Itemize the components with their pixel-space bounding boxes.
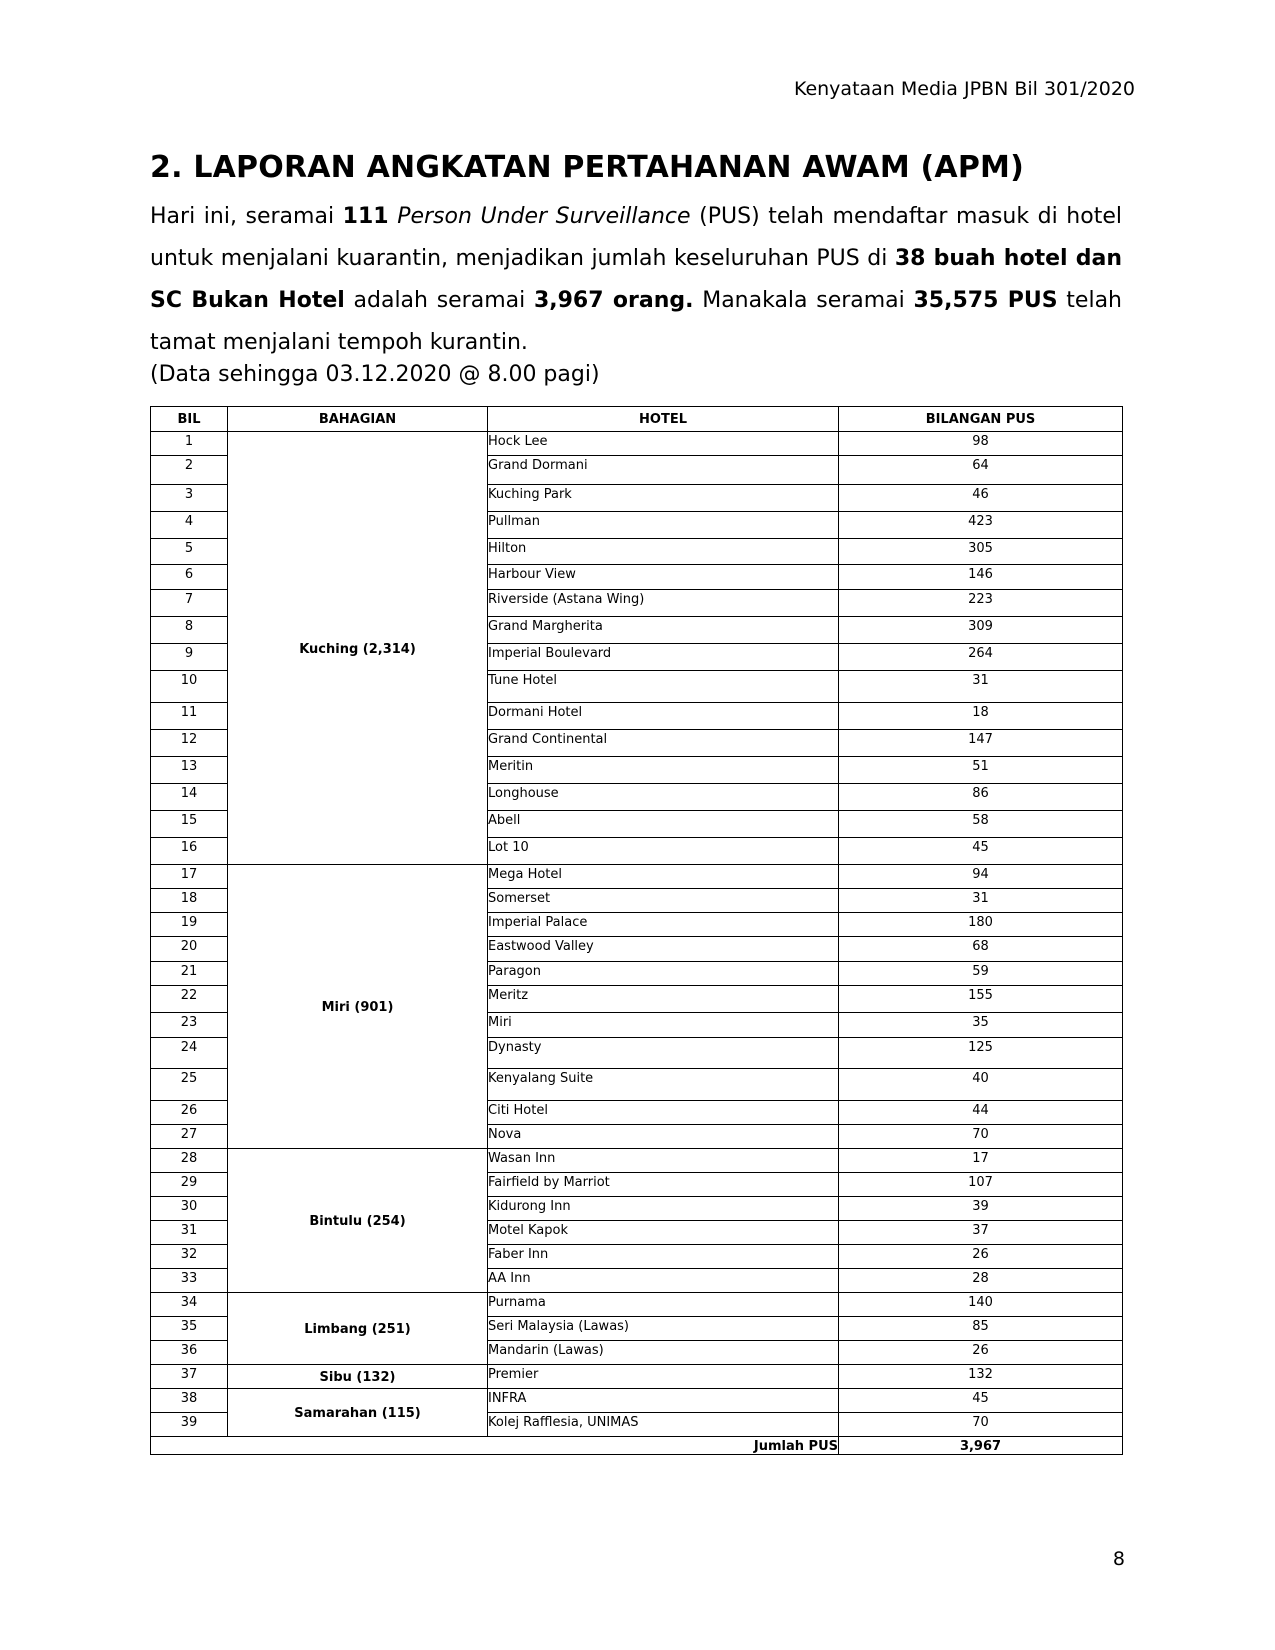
- cell-hotel: AA Inn: [488, 1269, 839, 1293]
- cell-hotel: INFRA: [488, 1389, 839, 1413]
- cell-bilangan-pus: 223: [839, 590, 1123, 617]
- table-row: [151, 1149, 1123, 1173]
- cell-bilangan-pus: 28: [839, 1269, 1123, 1293]
- cell-bilangan-pus: 31: [839, 671, 1123, 703]
- cell-hotel: Fairfield by Marriot: [488, 1173, 839, 1197]
- cell-bilangan-pus: 423: [839, 512, 1123, 539]
- cell-bilangan-pus: 180: [839, 913, 1123, 937]
- cell-bil: 3: [151, 485, 228, 512]
- cell-bil: 34: [151, 1293, 228, 1317]
- cell-bilangan-pus: 132: [839, 1365, 1123, 1389]
- cell-bilangan-pus: 94: [839, 865, 1123, 889]
- cell-hotel: Pullman: [488, 512, 839, 539]
- pus-total-count: 3,967 orang.: [533, 288, 694, 313]
- cell-bilangan-pus: 51: [839, 757, 1123, 784]
- cell-bahagian: Miri (901): [228, 865, 488, 1149]
- cell-hotel: Nova: [488, 1125, 839, 1149]
- cell-bilangan-pus: 107: [839, 1173, 1123, 1197]
- cell-bilangan-pus: 85: [839, 1317, 1123, 1341]
- cell-bil: 25: [151, 1069, 228, 1101]
- cell-bil: 38: [151, 1389, 228, 1413]
- cell-bilangan-pus: 86: [839, 784, 1123, 811]
- cell-bilangan-pus: 146: [839, 565, 1123, 590]
- cell-bil: 21: [151, 962, 228, 986]
- page-number: 8: [1112, 1548, 1125, 1570]
- cell-bilangan-pus: 26: [839, 1245, 1123, 1269]
- cell-hotel: Eastwood Valley: [488, 937, 839, 962]
- cell-hotel: Premier: [488, 1365, 839, 1389]
- cell-bil: 39: [151, 1413, 228, 1437]
- cell-hotel: Lot 10: [488, 838, 839, 865]
- cell-hotel: Hilton: [488, 539, 839, 565]
- cell-hotel: Mandarin (Lawas): [488, 1341, 839, 1365]
- header-bilangan-pus: BILANGAN PUS: [839, 407, 1123, 432]
- pus-completed-count: 35,575 PUS: [913, 288, 1058, 313]
- cell-bil: 15: [151, 811, 228, 838]
- cell-hotel: Grand Margherita: [488, 617, 839, 644]
- cell-bil: 31: [151, 1221, 228, 1245]
- cell-hotel: Faber Inn: [488, 1245, 839, 1269]
- cell-bilangan-pus: 46: [839, 485, 1123, 512]
- table-row: [151, 1389, 1123, 1413]
- cell-bilangan-pus: 31: [839, 889, 1123, 913]
- cell-hotel: Kolej Rafflesia, UNIMAS: [488, 1413, 839, 1437]
- cell-bahagian: Bintulu (254): [228, 1149, 488, 1293]
- cell-hotel: Miri: [488, 1013, 839, 1038]
- cell-bil: 23: [151, 1013, 228, 1038]
- cell-hotel: Tune Hotel: [488, 671, 839, 703]
- cell-bil: 2: [151, 456, 228, 485]
- cell-hotel: Riverside (Astana Wing): [488, 590, 839, 617]
- cell-hotel: Imperial Palace: [488, 913, 839, 937]
- total-label: Jumlah PUS: [151, 1437, 839, 1455]
- cell-hotel: Kidurong Inn: [488, 1197, 839, 1221]
- cell-bilangan-pus: 68: [839, 937, 1123, 962]
- cell-bahagian: Kuching (2,314): [228, 432, 488, 865]
- cell-hotel: Grand Continental: [488, 730, 839, 757]
- cell-hotel: Wasan Inn: [488, 1149, 839, 1173]
- cell-bilangan-pus: 45: [839, 1389, 1123, 1413]
- cell-bil: 16: [151, 838, 228, 865]
- cell-hotel: Motel Kapok: [488, 1221, 839, 1245]
- cell-hotel: Seri Malaysia (Lawas): [488, 1317, 839, 1341]
- pus-today-count: 111: [342, 204, 389, 229]
- cell-bil: 12: [151, 730, 228, 757]
- cell-bil: 5: [151, 539, 228, 565]
- cell-bilangan-pus: 37: [839, 1221, 1123, 1245]
- cell-bilangan-pus: 155: [839, 986, 1123, 1013]
- header-bahagian: BAHAGIAN: [228, 407, 488, 432]
- cell-bilangan-pus: 147: [839, 730, 1123, 757]
- cell-bil: 7: [151, 590, 228, 617]
- cell-hotel: Grand Dormani: [488, 456, 839, 485]
- cell-bilangan-pus: 64: [839, 456, 1123, 485]
- cell-bilangan-pus: 70: [839, 1413, 1123, 1437]
- summary-paragraph: Hari ini, seramai 111 Person Under Surveillance (PUS) telah mendaftar masuk di hotel untuk menjalani kuarantin, menjadikan jumlah keseluruhan PUS di 38 buah hotel dan SC Bukan Hotel adalah seramai 3,967 orang. Manakala seramai 35,575 PUS telah tamat menjalani tempoh kurantin.: [150, 204, 1122, 355]
- cell-bil: 10: [151, 671, 228, 703]
- cell-hotel: Kuching Park: [488, 485, 839, 512]
- table-header-row: [151, 407, 1123, 432]
- cell-bahagian: Limbang (251): [228, 1293, 488, 1365]
- cell-bil: 13: [151, 757, 228, 784]
- cell-bilangan-pus: 125: [839, 1038, 1123, 1069]
- cell-hotel: Hock Lee: [488, 432, 839, 456]
- cell-bil: 8: [151, 617, 228, 644]
- cell-bil: 30: [151, 1197, 228, 1221]
- cell-hotel: Mega Hotel: [488, 865, 839, 889]
- cell-hotel: Purnama: [488, 1293, 839, 1317]
- data-date-note: (Data sehingga 03.12.2020 @ 8.00 pagi): [150, 362, 600, 387]
- cell-bil: 4: [151, 512, 228, 539]
- table-row: [151, 1293, 1123, 1317]
- cell-bilangan-pus: 45: [839, 838, 1123, 865]
- cell-bilangan-pus: 140: [839, 1293, 1123, 1317]
- cell-hotel: Harbour View: [488, 565, 839, 590]
- cell-bil: 20: [151, 937, 228, 962]
- cell-bil: 33: [151, 1269, 228, 1293]
- cell-bilangan-pus: 305: [839, 539, 1123, 565]
- cell-hotel: Dormani Hotel: [488, 703, 839, 730]
- cell-bilangan-pus: 98: [839, 432, 1123, 456]
- cell-bil: 27: [151, 1125, 228, 1149]
- table-row: [151, 432, 1123, 456]
- cell-bilangan-pus: 44: [839, 1101, 1123, 1125]
- cell-hotel: Longhouse: [488, 784, 839, 811]
- cell-bil: 24: [151, 1038, 228, 1069]
- cell-bil: 22: [151, 986, 228, 1013]
- cell-hotel: Meritin: [488, 757, 839, 784]
- cell-bilangan-pus: 59: [839, 962, 1123, 986]
- cell-bil: 29: [151, 1173, 228, 1197]
- document-header: Kenyataan Media JPBN Bil 301/2020: [793, 78, 1135, 100]
- cell-bahagian: Sibu (132): [228, 1365, 488, 1389]
- cell-hotel: Paragon: [488, 962, 839, 986]
- cell-bil: 32: [151, 1245, 228, 1269]
- cell-bilangan-pus: 264: [839, 644, 1123, 671]
- cell-bil: 18: [151, 889, 228, 913]
- cell-bil: 26: [151, 1101, 228, 1125]
- cell-bil: 35: [151, 1317, 228, 1341]
- cell-bil: 17: [151, 865, 228, 889]
- cell-bil: 19: [151, 913, 228, 937]
- total-row: [151, 1437, 1123, 1455]
- cell-bil: 6: [151, 565, 228, 590]
- cell-hotel: Imperial Boulevard: [488, 644, 839, 671]
- cell-bilangan-pus: 17: [839, 1149, 1123, 1173]
- table-body: [151, 432, 1123, 1437]
- cell-bil: 9: [151, 644, 228, 671]
- cell-hotel: Meritz: [488, 986, 839, 1013]
- cell-hotel: Kenyalang Suite: [488, 1069, 839, 1101]
- cell-bil: 11: [151, 703, 228, 730]
- cell-bilangan-pus: 309: [839, 617, 1123, 644]
- total-value: 3,967: [839, 1437, 1123, 1455]
- table-row: [151, 1365, 1123, 1389]
- table-row: [151, 865, 1123, 889]
- cell-hotel: Abell: [488, 811, 839, 838]
- cell-bilangan-pus: 70: [839, 1125, 1123, 1149]
- cell-bilangan-pus: 58: [839, 811, 1123, 838]
- cell-hotel: Somerset: [488, 889, 839, 913]
- cell-bil: 28: [151, 1149, 228, 1173]
- cell-bil: 36: [151, 1341, 228, 1365]
- hotel-count: 38 buah hotel dan SC Bukan Hotel: [150, 246, 1122, 313]
- cell-bil: 1: [151, 432, 228, 456]
- cell-bilangan-pus: 39: [839, 1197, 1123, 1221]
- cell-hotel: Citi Hotel: [488, 1101, 839, 1125]
- cell-bahagian: Samarahan (115): [228, 1389, 488, 1437]
- cell-bil: 14: [151, 784, 228, 811]
- cell-bilangan-pus: 26: [839, 1341, 1123, 1365]
- cell-bilangan-pus: 40: [839, 1069, 1123, 1101]
- cell-bilangan-pus: 35: [839, 1013, 1123, 1038]
- cell-bilangan-pus: 18: [839, 703, 1123, 730]
- cell-bil: 37: [151, 1365, 228, 1389]
- cell-hotel: Dynasty: [488, 1038, 839, 1069]
- hotel-pus-table: [150, 406, 1123, 1455]
- section-title: 2. LAPORAN ANGKATAN PERTAHANAN AWAM (APM): [150, 150, 1024, 185]
- header-bil: BIL: [151, 407, 228, 432]
- header-hotel: HOTEL: [488, 407, 839, 432]
